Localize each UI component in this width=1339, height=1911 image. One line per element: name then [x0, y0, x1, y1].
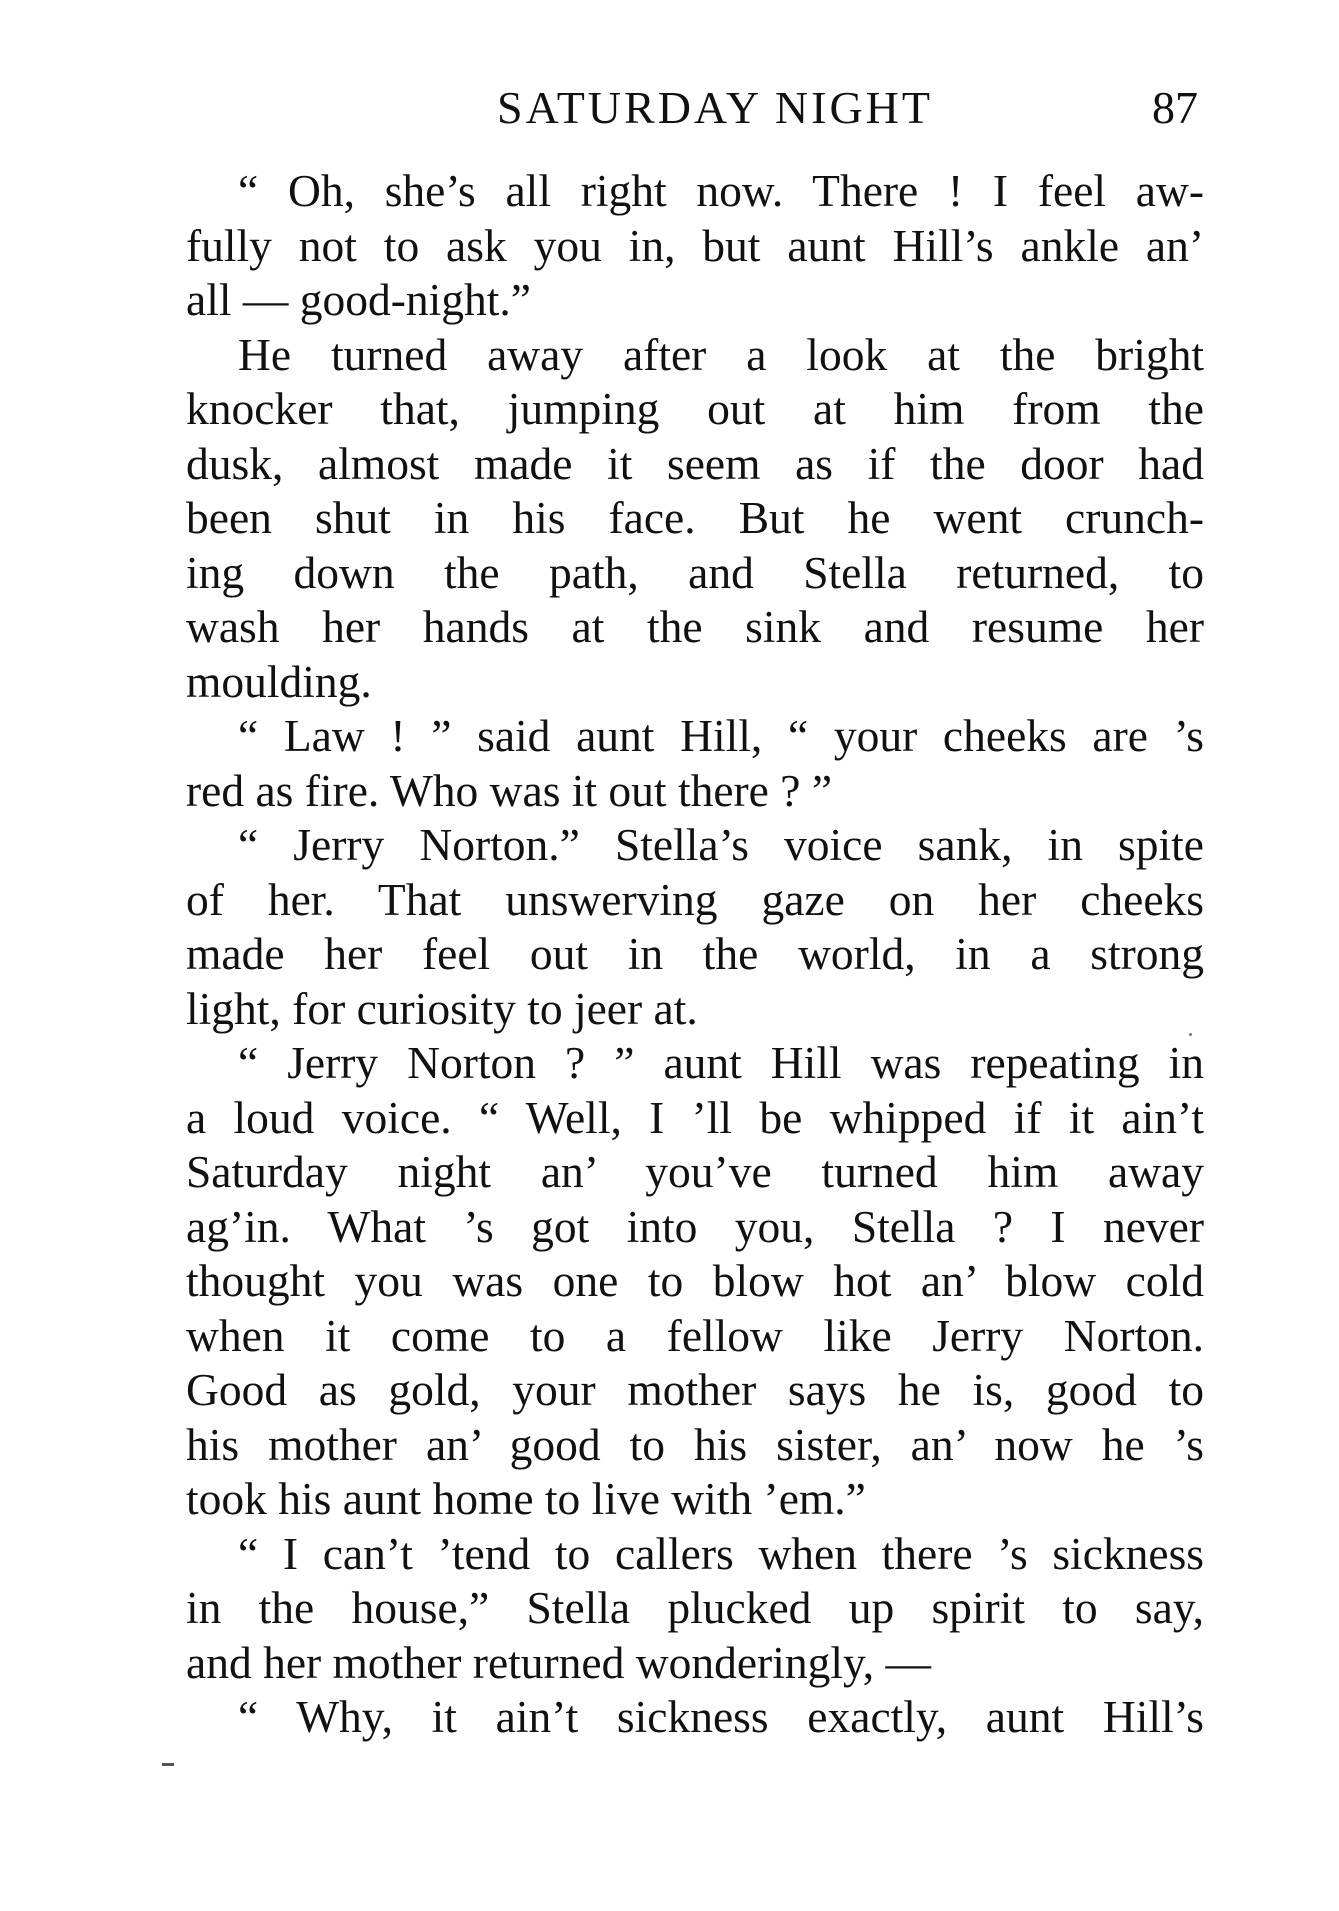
text-line: ag’in. What ’s got into you, Stella ? I never — [186, 1200, 1204, 1252]
text-line: made her feel out in the world, in a strong — [186, 928, 1204, 979]
text-line: wash her hands at the sink and resume her — [186, 601, 1204, 652]
text-line: of her. That unswerving gaze on her cheeks — [186, 873, 1204, 925]
text-line: knocker that, jumping out at him from the — [186, 383, 1204, 434]
text-line: and her mother returned wonderingly, — — [186, 1636, 932, 1688]
text-line: ing down the path, and Stella returned, to — [186, 546, 1204, 598]
text-line: light, for curiosity to jeer at. — [186, 982, 698, 1034]
margin-mark — [162, 1763, 174, 1766]
text-line: his mother an’ good to his sister, an’ now he ’s — [186, 1418, 1204, 1470]
text-line: Saturday night an’ you’ve turned him away — [186, 1146, 1204, 1197]
text-line: “ Oh, she’s all right now. There ! I feel aw- — [238, 165, 1204, 216]
print-speck — [1189, 1033, 1192, 1036]
text-line: He turned away after a look at the bright — [238, 328, 1204, 380]
text-line: thought you was one to blow hot an’ blow cold — [186, 1255, 1204, 1306]
page-number: 87 — [1152, 82, 1198, 133]
text-line: red as fire. Who was it out there ? ” — [186, 764, 833, 816]
text-line: “ Jerry Norton.” Stella’s voice sank, in spite — [238, 819, 1204, 870]
body-text — [186, 164, 1204, 1745]
chapter-title: SATURDAY NIGHT — [496, 82, 933, 133]
text-line: a loud voice. “ Well, I ’ll be whipped if it ain’t — [186, 1091, 1204, 1143]
text-line: when it come to a fellow like Jerry Norton. — [186, 1309, 1204, 1361]
text-line: dusk, almost made it seem as if the door had — [186, 437, 1204, 489]
text-line: “ Jerry Norton ? ” aunt Hill was repeating in — [238, 1037, 1204, 1088]
text-line: “ I can’t ’tend to callers when there ’s sickness — [238, 1527, 1204, 1579]
text-line: all — good-night.” — [186, 274, 531, 325]
text-line: “ Why, it ain’t sickness exactly, aunt Hill’s — [238, 1691, 1204, 1742]
text-line: in the house,” Stella plucked up spirit to say, — [186, 1582, 1204, 1633]
text-line: Good as gold, your mother says he is, good to — [186, 1364, 1204, 1415]
text-line: “ Law ! ” said aunt Hill, “ your cheeks are ’s — [238, 710, 1204, 761]
text-line: fully not to ask you in, but aunt Hill’s ankle an’ — [186, 219, 1204, 271]
text-line: moulding. — [186, 655, 372, 707]
text-line: took his aunt home to live with ’em.” — [186, 1473, 866, 1524]
running-head — [186, 78, 1204, 138]
text-line: been shut in his face. But he went crunch- — [186, 492, 1204, 543]
